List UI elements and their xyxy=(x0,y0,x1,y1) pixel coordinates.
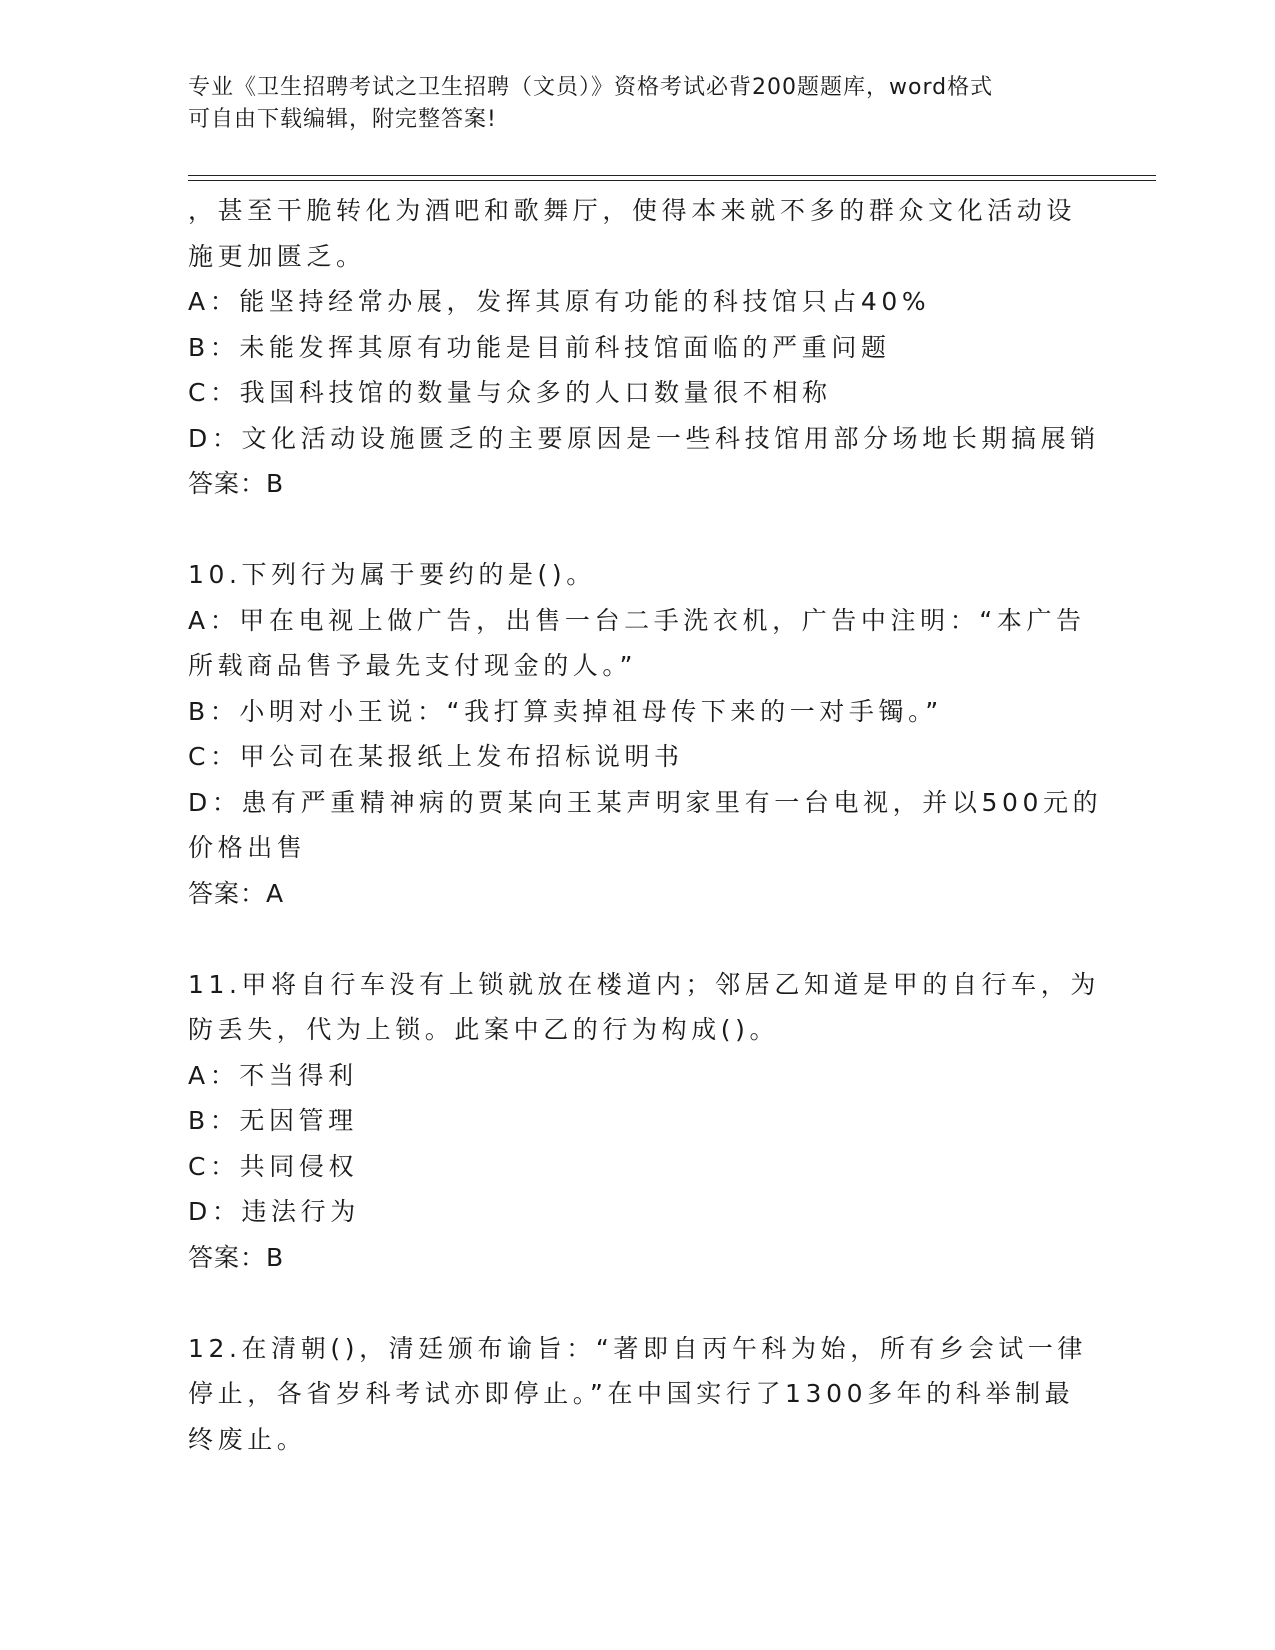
option-a: A：能坚持经常办展，发挥其原有功能的科技馆只占40% xyxy=(188,287,931,316)
option-d: D：文化活动设施匮乏的主要原因是一些科技馆用部分场地长期搞展销 xyxy=(188,423,1100,453)
option-a-continued: 所载商品售予最先支付现金的人。” xyxy=(188,651,638,680)
spacer xyxy=(188,507,1088,553)
question-12 xyxy=(188,1326,1088,1463)
option-d: D：患有严重精神病的贾某向王某声明家里有一台电视，并以500元的 xyxy=(188,787,1103,817)
question-9-continued xyxy=(188,188,1100,507)
spacer xyxy=(188,1280,1088,1326)
question-stem-continued: 终废止。 xyxy=(188,1424,307,1454)
question-stem: 11.甲将自行车没有上锁就放在楼道内；邻居乙知道是甲的自行车，为 xyxy=(188,969,1100,999)
option-d-continued: 价格出售 xyxy=(188,833,307,862)
header-divider-bottom xyxy=(188,180,1156,181)
spacer xyxy=(188,916,1088,962)
answer-label: 答案：B xyxy=(188,1242,285,1272)
question-stem-continued: 防丢失，代为上锁。此案中乙的行为构成()。 xyxy=(188,1015,780,1044)
option-c: C：甲公司在某报纸上发布招标说明书 xyxy=(188,742,684,771)
option-a: A：甲在电视上做广告，出售一台二手洗衣机，广告中注明：“本广告 xyxy=(188,605,1086,635)
question-11 xyxy=(188,962,1100,1281)
answer-label: 答案：A xyxy=(188,878,285,908)
header-title-line-1: 专业《卫生招聘考试之卫生招聘（文员）》资格考试必背200题题库，word格式 xyxy=(188,75,994,100)
document-header xyxy=(188,72,1078,136)
answer-label: 答案：B xyxy=(188,469,285,498)
option-a: A：不当得利 xyxy=(188,1060,358,1090)
header-title-line-2: 可自由下载编辑，附完整答案! xyxy=(188,107,497,132)
option-b: B：未能发挥其原有功能是目前科技馆面临的严重问题 xyxy=(188,332,891,362)
question-stem: 12.在清朝()，清廷颁布谕旨：“著即自丙午科为始，所有乡会试一律 xyxy=(188,1333,1088,1363)
option-b: B：小明对小王说：“我打算卖掉祖母传下来的一对手镯。” xyxy=(188,696,943,726)
question-stem: 10.下列行为属于要约的是()。 xyxy=(188,560,596,589)
question-text-line: 施更加匮乏。 xyxy=(188,241,366,271)
option-b: B：无因管理 xyxy=(188,1106,358,1135)
option-c: C：共同侵权 xyxy=(188,1151,359,1181)
option-d: D：违法行为 xyxy=(188,1197,360,1226)
document-body xyxy=(188,188,1103,1462)
option-c: C：我国科技馆的数量与众多的人口数量很不相称 xyxy=(188,378,832,407)
question-text-line: ，甚至干脆转化为酒吧和歌舞厅，使得本来就不多的群众文化活动设 xyxy=(188,196,1077,225)
header-divider-top xyxy=(188,175,1156,176)
question-10 xyxy=(188,552,1103,916)
question-stem-continued: 停止，各省岁科考试亦即停止。”在中国实行了1300多年的科举制最 xyxy=(188,1379,1075,1408)
